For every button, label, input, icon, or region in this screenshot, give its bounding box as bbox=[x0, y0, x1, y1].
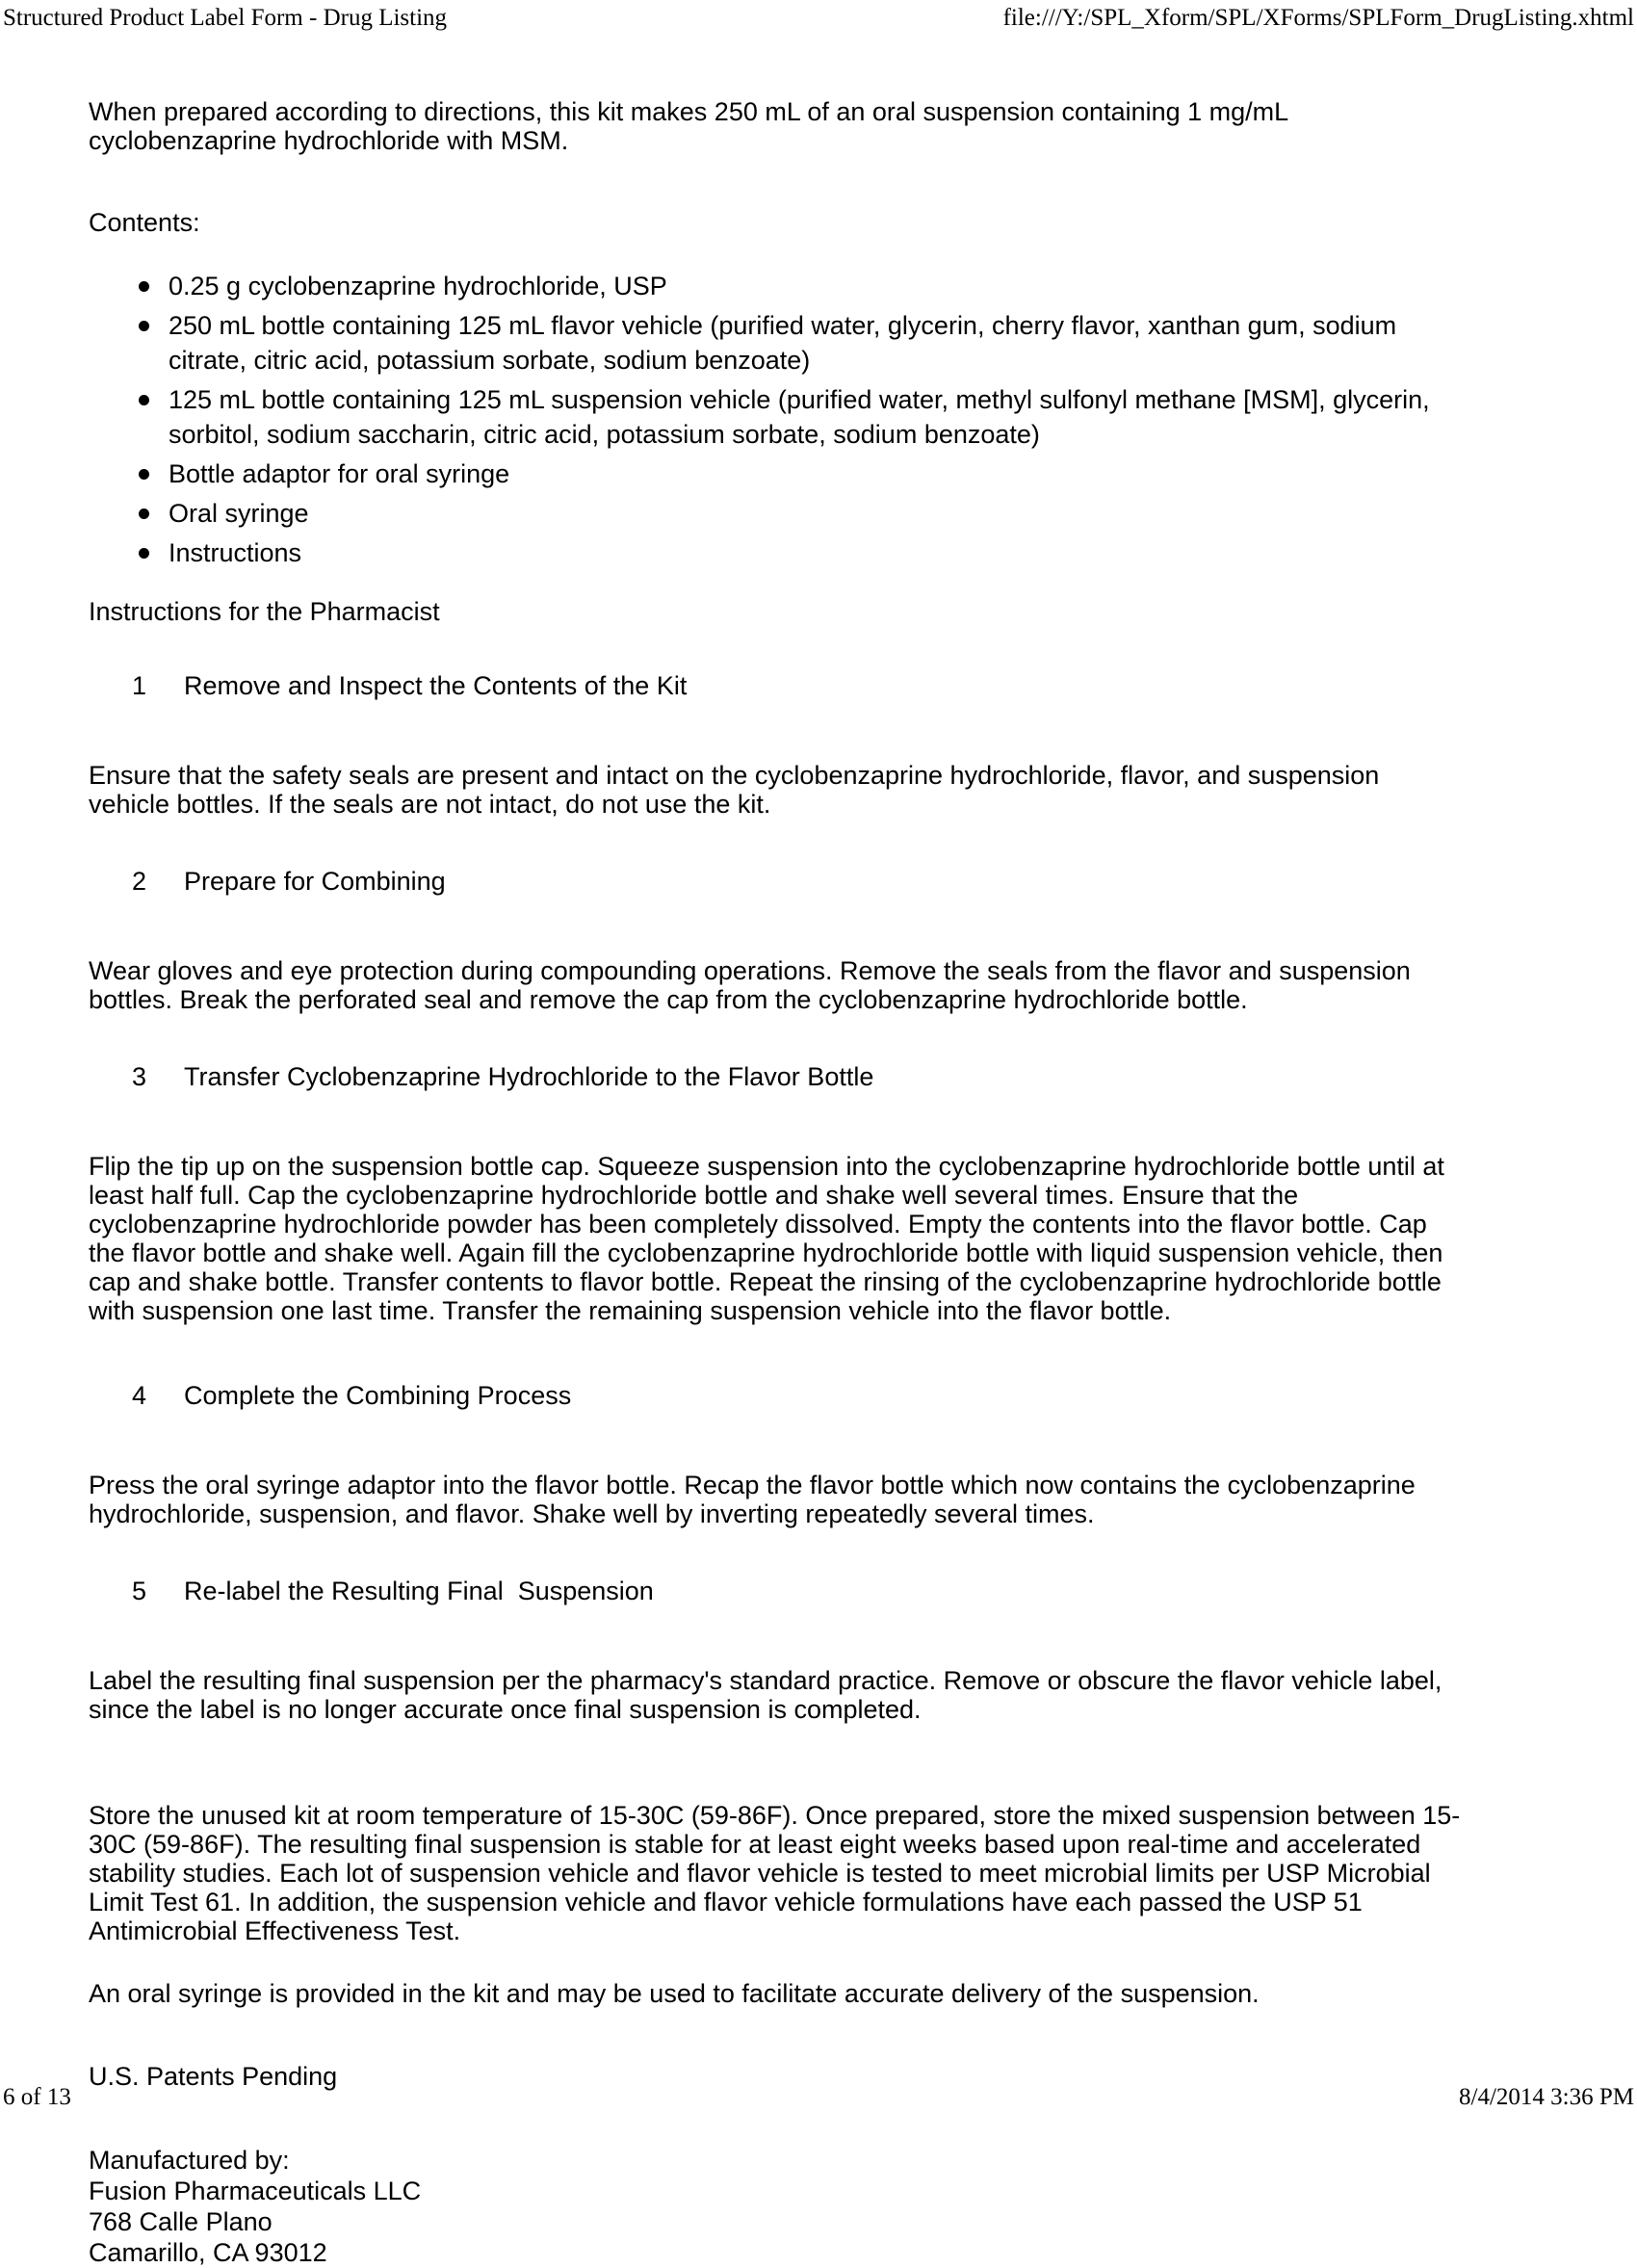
step-title: Remove and Inspect the Contents of the Kit bbox=[184, 671, 688, 700]
storage-paragraph: Store the unused kit at room temperature of 15-30C (59-86F). Once prepared, store the mixed suspension between 15-30C (59-86F). The resulting final suspension is stable for at least eight weeks based upon real-time and accelerated stability studies. Each lot of suspension vehicle and flavor vehicle is tested to meet microbial limits per USP Microbial Limit Test 61. In addition, the suspension vehicle and flavor vehicle formulations have each passed the USP 51 Antimicrobial Effectiveness Test. bbox=[89, 1801, 1461, 1945]
list-item-text: 0.25 g cyclobenzaprine hydrochloride, USP bbox=[169, 272, 667, 300]
step-body-4: Press the oral syringe adaptor into the flavor bottle. Recap the flavor bottle which now contains the cyclobenzaprine hydrochloride, suspension, and flavor. Shake well by inverting repeatedly several times. bbox=[89, 1471, 1416, 1528]
syringe-note: An oral syringe is provided in the kit and may be used to facilitate accurate delivery of the suspension. bbox=[89, 1979, 1260, 2008]
list-item bbox=[169, 456, 1461, 491]
print-timestamp: 8/4/2014 3:36 PM bbox=[1459, 2084, 1634, 2110]
bullet-icon bbox=[139, 395, 149, 405]
list-item bbox=[169, 496, 1461, 531]
step-body-1: Ensure that the safety seals are present and intact on the cyclobenzaprine hydrochloride, flavor, and suspension vehicle bottles. If the seals are not intact, do not use the kit. bbox=[89, 761, 1380, 819]
step-body-2: Wear gloves and eye protection during compounding operations. Remove the seals from the flavor and suspension bottles. Break the perforated seal and remove the cap from the cyclobenzaprine hydrochloride bottle. bbox=[89, 956, 1411, 1014]
page-content bbox=[89, 97, 1461, 2268]
header-document-title: Structured Product Label Form - Drug Listing bbox=[3, 5, 448, 31]
list-item bbox=[169, 269, 1461, 303]
step-title: Transfer Cyclobenzaprine Hydrochloride to the Flavor Bottle bbox=[184, 1062, 874, 1091]
contents-heading: Contents: bbox=[89, 208, 200, 237]
step-number: 2 bbox=[132, 867, 147, 896]
manufacturer-name: Fusion Pharmaceuticals LLC bbox=[89, 2177, 422, 2205]
list-item-text: Bottle adaptor for oral syringe bbox=[169, 459, 510, 488]
print-footer bbox=[3, 2084, 1634, 2111]
step-title: Prepare for Combining bbox=[184, 867, 446, 896]
manufacturer-address-line2: Camarillo, CA 93012 bbox=[89, 2238, 327, 2267]
step-body-5: Label the resulting final suspension per the pharmacy's standard practice. Remove or obscure the flavor vehicle label, since the label is no longer accurate once final suspension is completed. bbox=[89, 1666, 1442, 1724]
list-item bbox=[169, 382, 1461, 452]
step-number: 4 bbox=[132, 1381, 147, 1410]
step-body-3: Flip the tip up on the suspension bottle cap. Squeeze suspension into the cyclobenzaprine hydrochloride bottle until at least half full. Cap the cyclobenzaprine hydrochloride bottle and shake well several times. Ensure that the cyclobenzaprine hydrochloride powder has been completely dissolved. Empty the contents into the flavor bottle. Cap the flavor bottle and shake well. Again fill the cyclobenzaprine hydrochloride bottle with liquid suspension vehicle, then cap and shake bottle. Transfer contents to flavor bottle. Repeat the rinsing of the cyclobenzaprine hydrochloride bottle with suspension one last time. Transfer the remaining suspension vehicle into the flavor bottle. bbox=[89, 1152, 1444, 1325]
pharmacist-instructions-heading: Instructions for the Pharmacist bbox=[89, 597, 440, 626]
step-number: 5 bbox=[132, 1577, 147, 1605]
step-heading-4 bbox=[89, 1352, 1461, 1439]
step-heading-3 bbox=[89, 1033, 1461, 1120]
step-title: Re-label the Resulting Final Suspension bbox=[184, 1577, 654, 1605]
intro-paragraph: When prepared according to directions, this kit makes 250 mL of an oral suspension containing 1 mg/mL cyclobenzaprine hydrochloride with MSM. bbox=[89, 97, 1288, 155]
step-heading-2 bbox=[89, 838, 1461, 925]
list-item bbox=[169, 308, 1461, 378]
kit-contents-list bbox=[89, 269, 1461, 570]
bullet-icon bbox=[139, 508, 149, 519]
step-number: 3 bbox=[132, 1062, 147, 1091]
patents-line: U.S. Patents Pending bbox=[89, 2062, 338, 2091]
manufacturer-label: Manufactured by: bbox=[89, 2146, 290, 2175]
manufacturer-address-line1: 768 Calle Plano bbox=[89, 2207, 273, 2236]
step-number: 1 bbox=[132, 671, 147, 700]
bullet-icon bbox=[139, 321, 149, 331]
page-number: 6 of 13 bbox=[3, 2084, 71, 2110]
list-item-text: 125 mL bottle containing 125 mL suspension vehicle (purified water, methyl sulfonyl methane [MSM], glycerin, sorbitol, sodium saccharin, citric acid, potassium sorbate, sodium benzoate) bbox=[169, 385, 1430, 449]
bullet-icon bbox=[139, 548, 149, 559]
list-item-text: Instructions bbox=[169, 538, 302, 567]
bullet-icon bbox=[139, 281, 149, 292]
list-item-text: 250 mL bottle containing 125 mL flavor vehicle (purified water, glycerin, cherry flavor, xanthan gum, sodium citrate, citric acid, potassium sorbate, sodium benzoate) bbox=[169, 311, 1397, 375]
bullet-icon bbox=[139, 469, 149, 480]
step-title: Complete the Combining Process bbox=[184, 1381, 572, 1410]
manufacturer-block bbox=[89, 2145, 1461, 2268]
list-item-text: Oral syringe bbox=[169, 499, 309, 528]
list-item bbox=[169, 535, 1461, 570]
step-heading-5 bbox=[89, 1548, 1461, 1634]
step-heading-1 bbox=[89, 642, 1461, 729]
print-header bbox=[3, 5, 1634, 32]
header-file-url: file:///Y:/SPL_Xform/SPL/XForms/SPLForm_DrugListing.xhtml bbox=[1002, 5, 1634, 31]
